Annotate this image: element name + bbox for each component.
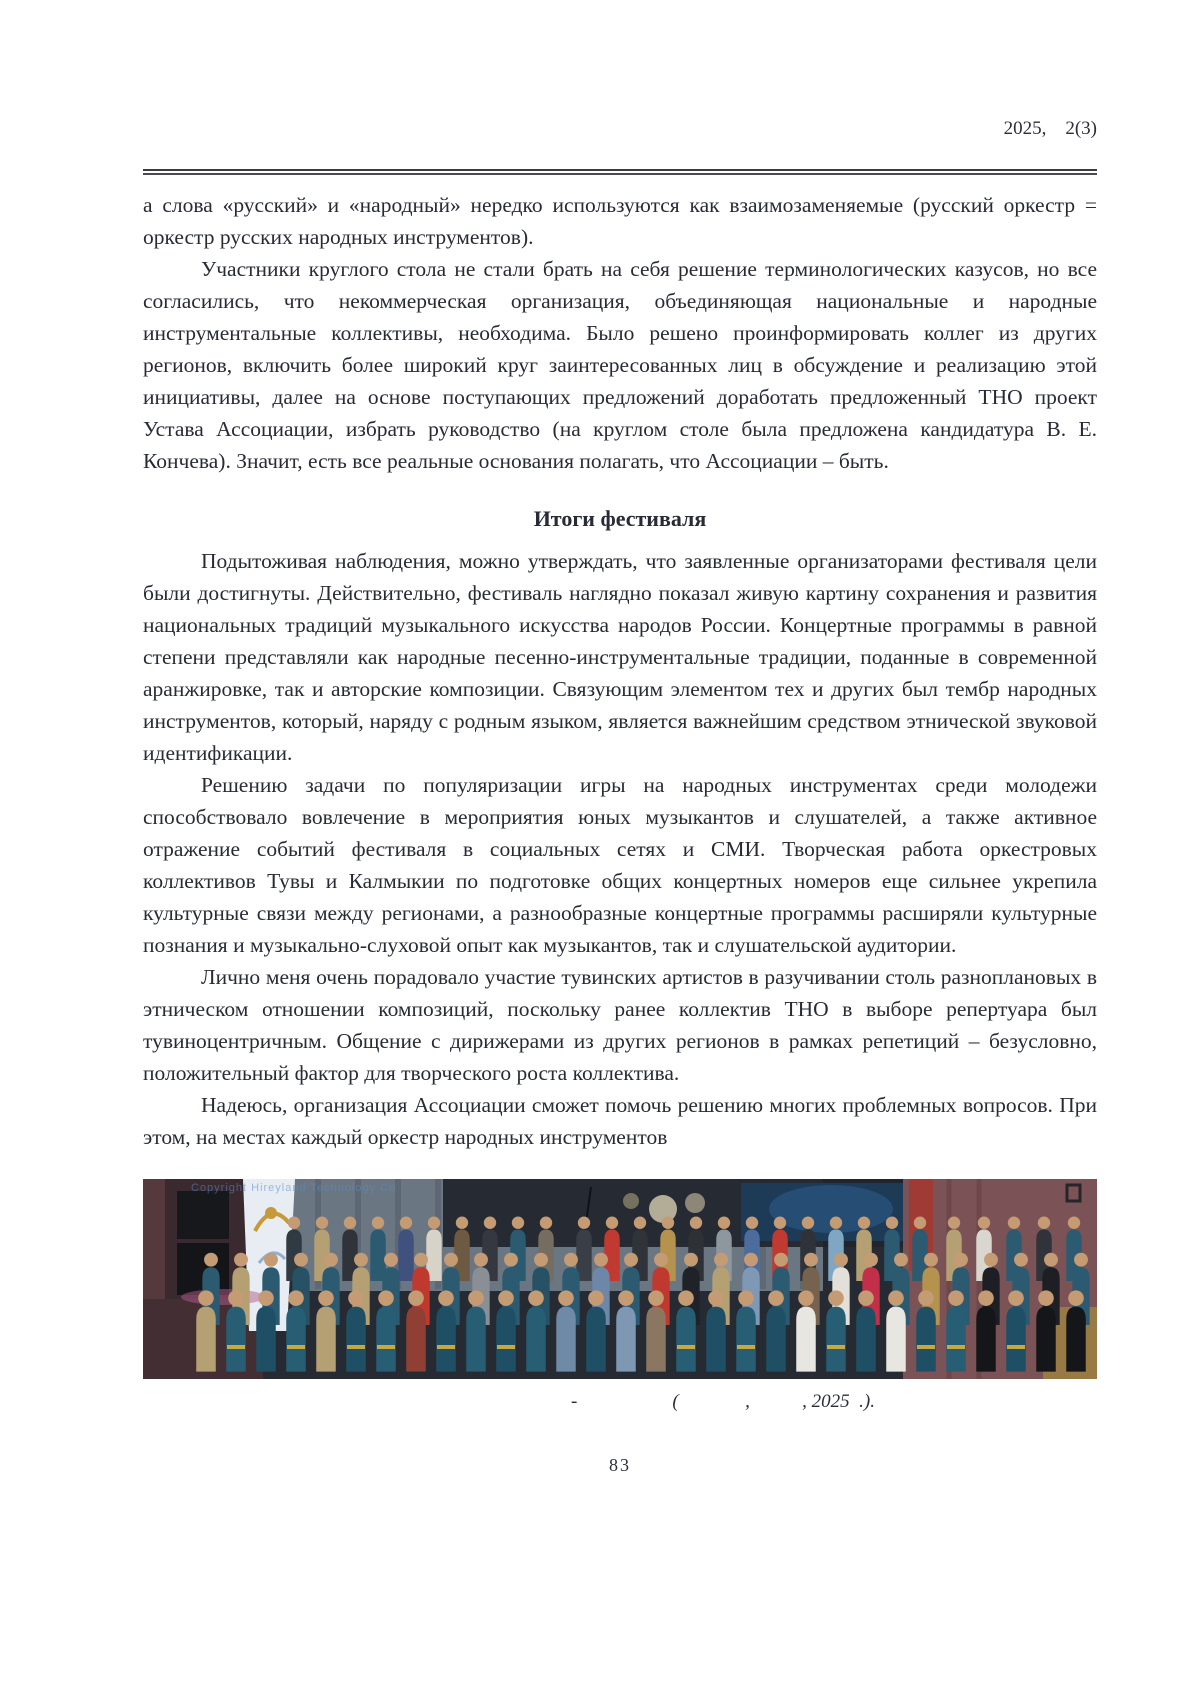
- section-heading: Итоги фестиваля: [533, 506, 707, 531]
- article-body: [143, 189, 1097, 1476]
- issue-label: 2025, 2(3): [1003, 118, 1097, 139]
- paragraph: а слова «русский» и «народный» нередко используются как взаимозаменяемые (русский оркестр = оркестр русских народных инструментов).: [143, 193, 1097, 249]
- paragraph: Подытоживая наблюдения, можно утверждать, что заявленные организаторами фестиваля цели были достигнуты. Действительно, фестиваль наглядно показал живую картину сохранения и развития национальных традиций музыкального искусства народов России. Концертные программы в равной степени представляли как народные песенно-инструментальные традиции, поданные в современной аранжировке, так и авторские композиции. Связующим элементом тех и других был тембр народных инструментов, который, наряду с родным языком, является важнейшим средством этнической звуковой идентификации.: [143, 549, 1097, 765]
- header-rule: [143, 169, 1097, 175]
- group-photo: [143, 1179, 1097, 1379]
- paragraph: Решению задачи по популяризации игры на народных инструментах среди молодежи способствовало вовлечение в мероприятия юных музыкантов и слушателей, а также активное отражение событий фестиваля в социальных сетях и СМИ. Творческая работа оркестровых коллективов Тувы и Калмыкии по подготовке общих концертных номеров еще сильнее укрепила культурные связи между регионами, а разнообразные концертные программы расширяли культурные познания и музыкально-слуховой опыт как музыкантов, так и слушательской аудитории.: [143, 773, 1097, 957]
- paragraph: Участники круглого стола не стали брать на себя решение терминологических казусов, но все согласились, что некоммерческая организация, объединяющая национальные и народные инструментальные коллективы, необходима. Было решено проинформировать коллег из других регионов, включить более широкий круг заинтересованных лиц в обсуждение и реализацию этой инициативы, далее на основе поступающих предложений доработать предложенный ТНО проект Устава Ассоциации, избрать руководство (на круглом столе была предложена кандидатура В. Е. Кончева). Значит, есть все реальные основания полагать, что Ассоциации – быть.: [143, 257, 1097, 473]
- photo-watermark: Copyright Hireyland Technology Co: [191, 1182, 397, 1194]
- photo-caption: - ( , , 2025 .).: [571, 1391, 875, 1412]
- paragraph: Лично меня очень порадовало участие тувинских артистов в разучивании столь разноплановых в этническом отношении композиций, поскольку ранее коллектив ТНО в выборе репертуара был тувиноцентричным. Общение с дирижерами из других регионов в рамках репетиций – безусловно, положительный фактор для творческого роста коллектива.: [143, 965, 1097, 1085]
- group-photo-illustration: [143, 1179, 1097, 1379]
- page-header: [143, 96, 1097, 162]
- page-number: 83: [609, 1455, 631, 1475]
- paragraph: Надеюсь, организация Ассоциации сможет помочь решению многих проблемных вопросов. При этом, на местах каждый оркестр народных инструментов: [143, 1093, 1097, 1149]
